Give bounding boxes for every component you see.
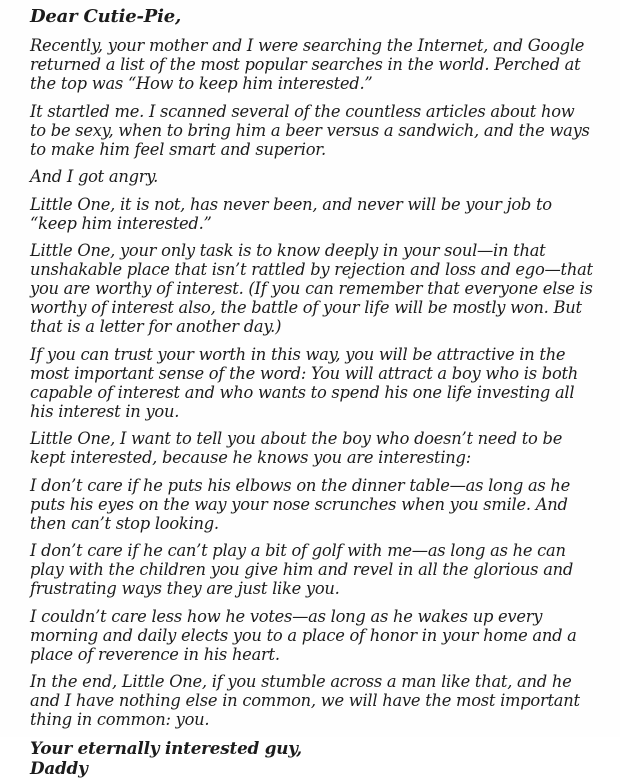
letter-paragraph: I don’t care if he puts his elbows on the dinner table—as long as he puts his eyes on the way your nose scrunches when you smile. And then can’t stop looking. [30,475,571,533]
letter-closing [30,738,594,778]
letter-paragraph: If you can trust your worth in this way, you will be attractive in the most important sense of the word: You will attract a boy who is both capable of interest and who wants to spend his one life investing all his interest in you. [30,344,579,421]
letter-paragraph: It startled me. I scanned several of the countless articles about how to be sexy, when to bring him a beer versus a sandwich, and the ways to make him feel smart and superior. [30,101,590,159]
letter-paragraph: I don’t care if he can’t play a bit of golf with me—as long as he can play with the children you give him and revel in all the glorious and frustrating ways they are just like you. [30,541,574,598]
letter-paragraph: And I got angry. [30,167,158,186]
letter-paragraph: In the end, Little One, if you stumble across a man like that, and he and I have nothing else in common, we will have the most important thing in common: you. [30,672,580,729]
letter-paragraph: Recently, your mother and I were searching the Internet, and Google returned a list of the most popular searches in the world. Perched at the top was “How to keep him interested.” [30,36,585,93]
letter-paragraph: Little One, I want to tell you about the boy who doesn’t need to be kept interested, because he knows you are interesting: [30,429,563,467]
closing-line-1: Your eternally interested guy, [30,737,302,758]
letter-paragraph: Little One, it is not, has never been, and never will be your job to “keep him interested.” [30,194,552,233]
letter-paragraph: Little One, your only task is to know deeply in your soul—in that unshakable place that isn’t rattled by rejection and loss and ego—that you are worthy of interest. (If you can remember that everyone else is worthy of interest also, the battle of your life will be mostly won. But that is a letter for another day.) [30,241,593,336]
letter-paragraphs [30,36,594,729]
closing-line-2: Daddy [30,757,88,778]
letter-salutation: Dear Cutie-Pie, [30,6,182,27]
letter-paragraph: I couldn’t care less how he votes—as long as he wakes up every morning and daily elects you to a place of honor in your home and a place of reverence in his heart. [30,606,577,664]
